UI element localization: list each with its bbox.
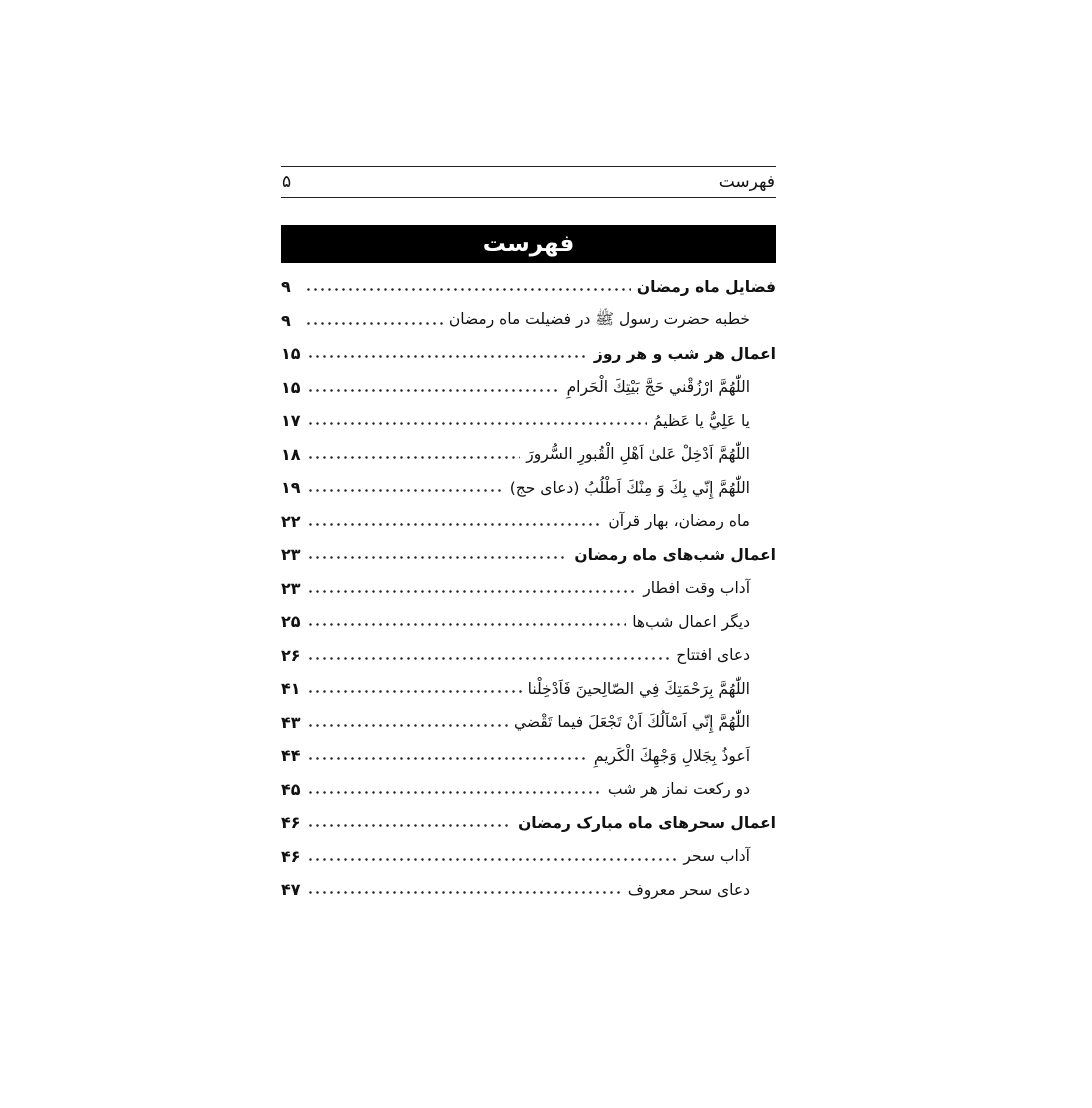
toc-entry-row (281, 672, 776, 706)
toc-entry-title: دیگر اعمال شب‌ها (632, 612, 750, 631)
toc-entry-title: فضایل ماه رمضان (636, 277, 776, 296)
toc-entry-row (281, 572, 776, 606)
toc-entry-title: آداب وقت افطار (643, 579, 750, 598)
toc-entry-page: ۲۲ (281, 511, 301, 531)
toc-entry-page: ۱۷ (281, 411, 301, 431)
dot-leader (307, 484, 504, 498)
dot-leader (307, 584, 638, 598)
dot-leader (307, 551, 569, 565)
dot-leader (307, 450, 521, 464)
toc-section-row (281, 337, 776, 371)
toc-entry-title: اعمال سحرهای ماه مبارک رمضان (518, 813, 776, 832)
dot-leader (307, 785, 602, 799)
toc-entry-row (281, 605, 776, 639)
toc-entry-title: ماه رمضان، بهار قرآن (608, 512, 750, 531)
toc-entry-row (281, 404, 776, 438)
toc-entry-page: ۹ (281, 277, 291, 297)
dot-leader (307, 718, 508, 732)
toc-entry-row (281, 639, 776, 673)
dot-leader (307, 517, 603, 531)
table-of-contents (281, 270, 776, 907)
toc-entry-page: ۹ (281, 310, 291, 330)
toc-entry-page: ۴۴ (281, 746, 301, 766)
dot-leader (307, 886, 622, 900)
toc-section-row (281, 806, 776, 840)
dot-leader (307, 350, 588, 364)
toc-entry-page: ۴۱ (281, 679, 301, 699)
toc-entry-page: ۱۸ (281, 444, 301, 464)
toc-entry-row (281, 438, 776, 472)
toc-entry-title: اللّٰهُمَّ اَدْخِلْ عَلىٰ اَهْلِ الْقُبورِ السُّرورَ (526, 445, 750, 464)
toc-entry-title: دعای سحر معروف (627, 880, 750, 899)
dot-leader (307, 651, 671, 665)
running-header (281, 166, 776, 198)
toc-entry-title: اَعوذُ بِجَلالِ وَجْهِكَ الْكَريمِ (593, 746, 750, 765)
toc-entry-row (281, 773, 776, 807)
book-page (281, 166, 776, 923)
toc-entry-page: ۱۹ (281, 478, 301, 498)
toc-entry-title: اللّٰهُمَّ إِنّي اَسْاَلُكَ اَنْ تَجْعَلَ فيما تَقْضي (513, 713, 750, 732)
dot-leader (307, 618, 627, 632)
dot-leader (307, 752, 588, 766)
toc-entry-row (281, 840, 776, 874)
dot-leader (305, 316, 443, 330)
toc-entry-title: دو رکعت نماز هر شب (607, 780, 750, 799)
running-title: فهرست (718, 172, 775, 192)
toc-entry-title: اللّٰهُمَّ بِرَحْمَتِكَ فِي الصّالِحينَ فَاَدْخِلْنا (527, 679, 750, 698)
dot-leader (307, 685, 522, 699)
toc-entry-row (281, 873, 776, 907)
toc-entry-title: اللّٰهُمَّ ارْزُقْني حَجَّ بَيْتِكَ الْحَرامِ (566, 378, 750, 397)
toc-section-row (281, 270, 776, 304)
dot-leader (307, 383, 561, 397)
page-number: ۵ (282, 172, 292, 192)
toc-entry-page: ۲۳ (281, 545, 301, 565)
toc-entry-page: ۱۵ (281, 344, 301, 364)
toc-entry-page: ۲۳ (281, 578, 301, 598)
toc-entry-row (281, 471, 776, 505)
toc-heading: فهرست (482, 231, 575, 257)
toc-entry-page: ۴۶ (281, 813, 301, 833)
toc-entry-title: اعمال هر شب و هر روز (593, 344, 776, 363)
dot-leader (307, 852, 678, 866)
toc-entry-row (281, 304, 776, 338)
toc-entry-row (281, 706, 776, 740)
toc-section-row (281, 538, 776, 572)
toc-entry-page: ۴۷ (281, 880, 301, 900)
toc-entry-title: آداب سحر (683, 847, 750, 866)
toc-entry-page: ۲۶ (281, 645, 301, 665)
toc-entry-row (281, 371, 776, 405)
toc-entry-page: ۴۵ (281, 779, 301, 799)
toc-entry-title: يا عَلِيُّ يا عَظيمُ (652, 411, 750, 430)
toc-entry-row (281, 739, 776, 773)
toc-entry-page: ۱۵ (281, 377, 301, 397)
dot-leader (307, 819, 513, 833)
toc-entry-title: دعای افتتاح (676, 646, 750, 665)
toc-entry-page: ۲۵ (281, 612, 301, 632)
toc-entry-title: خطبه حضرت رسول ﷺ در فضیلت ماه رمضان (448, 309, 750, 328)
toc-entry-row (281, 505, 776, 539)
toc-entry-page: ۴۳ (281, 712, 301, 732)
toc-title-bar (281, 225, 776, 263)
dot-leader (307, 417, 647, 431)
toc-entry-page: ۴۶ (281, 846, 301, 866)
toc-entry-title: اللّٰهُمَّ إِنّي بِكَ وَ مِنْكَ اَطْلُبُ (دعای حج) (509, 478, 750, 497)
toc-entry-title: اعمال شب‌های ماه رمضان (574, 545, 776, 564)
dot-leader (305, 283, 631, 297)
